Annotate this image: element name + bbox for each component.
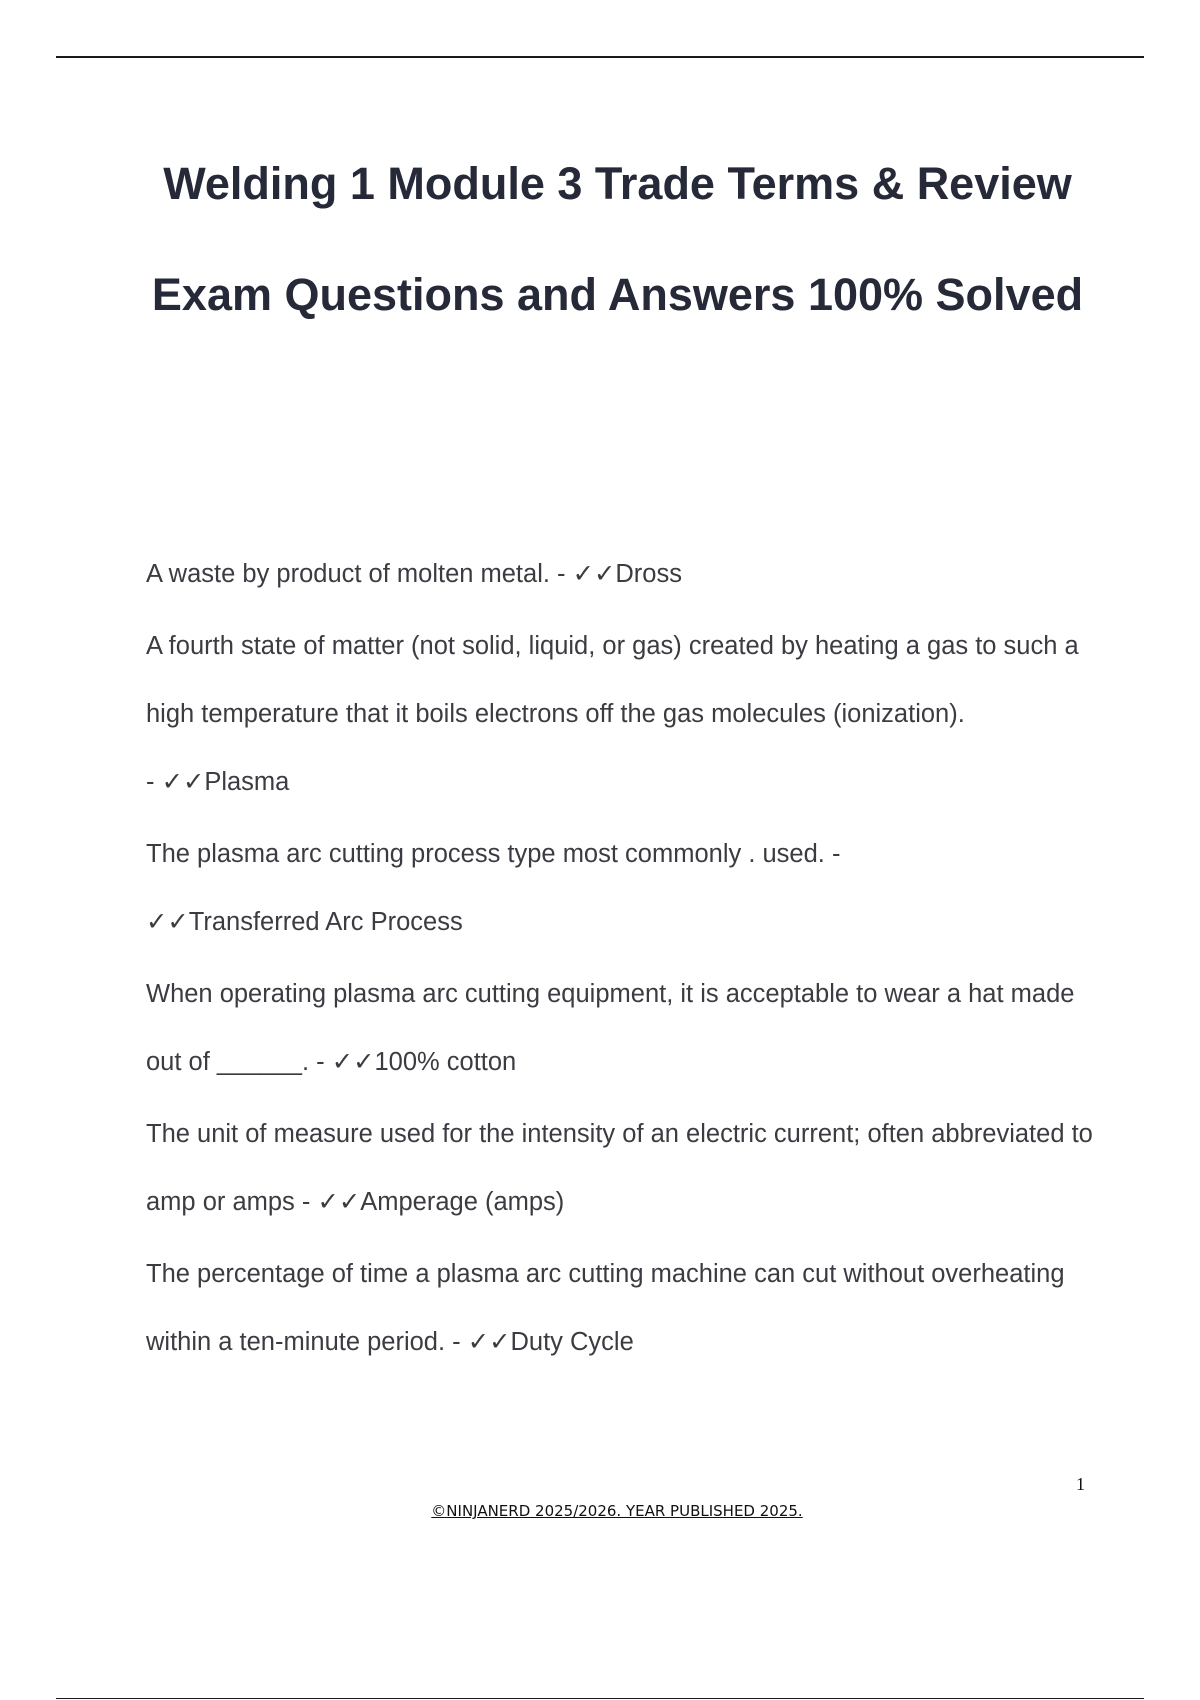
top-rule	[56, 56, 1144, 58]
page-number: 1	[1076, 1474, 1085, 1494]
bottom-rule	[56, 1698, 1144, 1699]
qa-item	[146, 1100, 1106, 1236]
separator: -	[294, 1188, 318, 1216]
question-text: When operating plasma arc cutting equipment, it is acceptable to wear a hat made out of ______.	[146, 980, 1075, 1076]
separator: -	[549, 560, 573, 588]
check-icon: ✓✓	[331, 1048, 375, 1076]
qa-item	[146, 960, 1106, 1096]
question-text: The unit of measure used for the intensity of an electric current; often abbreviated to amp or amps	[146, 1120, 1093, 1216]
question-text: The plasma arc cutting process type most commonly . used.	[146, 840, 825, 868]
qa-list	[146, 540, 1106, 1380]
answer-text: Duty Cycle	[510, 1328, 634, 1356]
separator: -	[309, 1048, 332, 1076]
check-icon: ✓✓	[146, 908, 189, 936]
qa-item	[146, 612, 1106, 816]
question-text: A fourth state of matter (not solid, liquid, or gas) created by heating a gas to such a high temperature that it boils electrons off the gas molecules (ionization).	[146, 632, 1079, 728]
separator: -	[824, 840, 841, 868]
separator: -	[146, 768, 162, 796]
qa-item	[146, 820, 1106, 956]
answer-text: Transferred Arc Process	[188, 908, 463, 936]
answer-text: Dross	[615, 560, 682, 588]
question-text: The percentage of time a plasma arc cutting machine can cut without overheating within a ten-minute period.	[146, 1260, 1065, 1356]
check-icon: ✓✓	[572, 560, 616, 588]
separator: -	[445, 1328, 468, 1356]
question-text: A waste by product of molten metal.	[146, 560, 550, 588]
check-icon: ✓✓	[317, 1188, 361, 1216]
qa-item	[146, 1240, 1106, 1376]
check-icon: ✓✓	[161, 768, 205, 796]
document-title: Welding 1 Module 3 Trade Terms & Review Exam Questions and Answers 100% Solved	[151, 158, 1084, 320]
qa-item	[146, 540, 1106, 608]
footer-copyright: ©NINJANERD 2025/2026. YEAR PUBLISHED 2025.	[431, 1502, 803, 1520]
answer-text: Plasma	[204, 768, 290, 796]
check-icon: ✓✓	[467, 1328, 511, 1356]
answer-text: 100% cotton	[374, 1048, 517, 1076]
answer-text: Amperage (amps)	[360, 1188, 565, 1216]
